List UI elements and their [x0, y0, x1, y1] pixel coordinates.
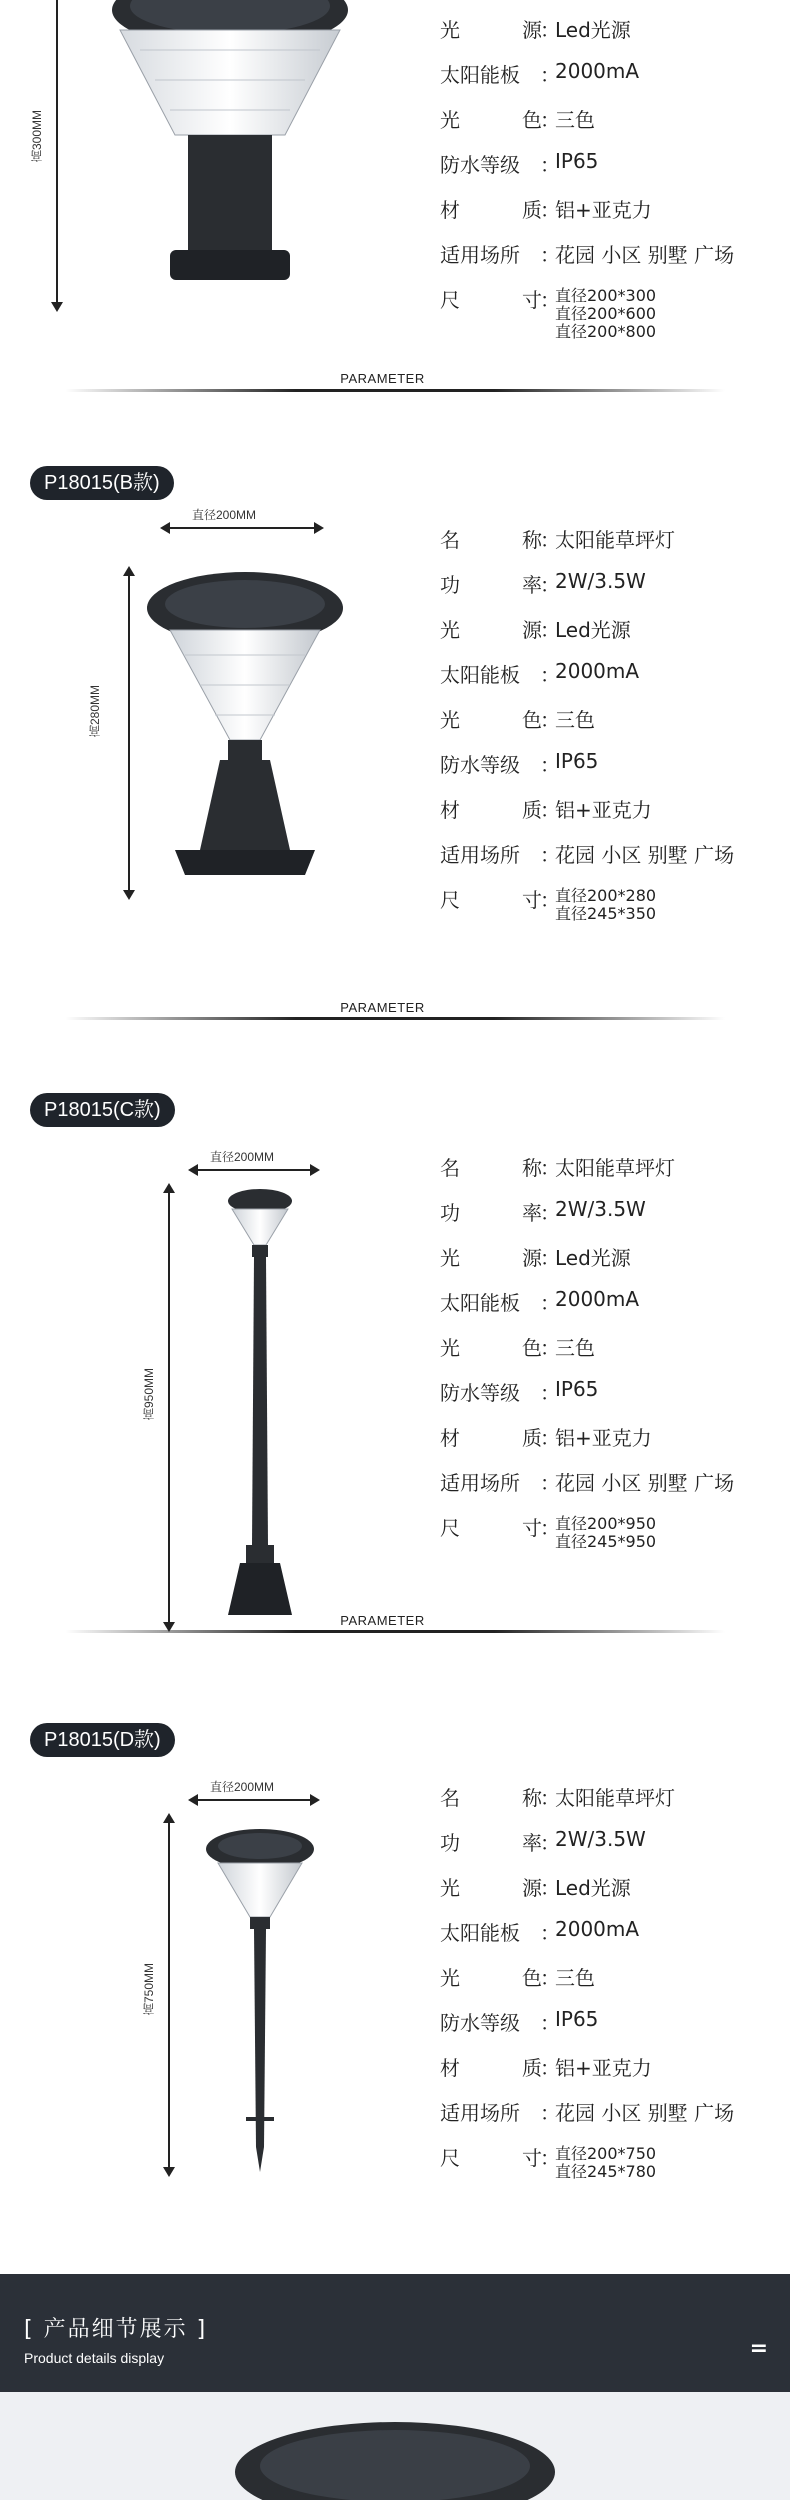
spec-list-c — [440, 1152, 780, 1562]
diameter-label: 直径200MM — [192, 508, 257, 522]
spec-row: 材 质 ： 铝+亚克力 — [440, 2056, 652, 2080]
size-value: 直径200*600 — [555, 304, 657, 323]
diameter-arrow — [190, 1169, 318, 1171]
spec-row: 太阳能板 ： 2000mA — [440, 1287, 640, 1315]
diameter-label: 直径200MM — [210, 1780, 275, 1794]
spec-row: 光 源 ： Led光源 — [440, 1876, 631, 1900]
lamp-a-image — [100, 0, 360, 320]
spec-row: 适用场所 ： 花园 小区 别墅 广场 — [440, 843, 735, 867]
spec-row: 功 率 ： 2W/3.5W — [440, 1197, 646, 1225]
lamp-d-image — [200, 1827, 320, 2187]
size-value: 直径200*300 — [555, 286, 657, 305]
height-label: 高750MM — [142, 1963, 156, 2016]
product-details-banner — [0, 2274, 790, 2392]
size-value: 直径200*280 — [555, 886, 657, 905]
spec-list-a — [440, 14, 780, 354]
height-arrow — [168, 1815, 170, 2175]
height-label: 高950MM — [142, 1368, 156, 1421]
size-value: 直径200*750 — [555, 2144, 657, 2163]
spec-row: 适用场所 ： 花园 小区 别墅 广场 — [440, 2101, 735, 2125]
parameter-label: PARAMETER — [340, 371, 425, 386]
diameter-arrow — [162, 527, 322, 529]
spec-row: 光 色 ： 三色 — [440, 1966, 595, 1990]
height-label-a: 高300MM — [30, 110, 44, 163]
spec-row: 光 色 ： 三色 — [440, 708, 595, 732]
spec-row: 太阳能板 ： 2000mA — [440, 1917, 640, 1945]
spec-row: 光 源 ： Led光源 — [440, 618, 631, 642]
spec-list-b — [440, 524, 780, 934]
parameter-divider — [65, 1017, 725, 1020]
spec-row: 名 称 ： 太阳能草坪灯 — [440, 1156, 675, 1180]
details-title: [ 产品细节展示 ] — [24, 2317, 208, 2342]
spec-row-size: 尺 寸 ： 直径200*750 直径245*780 — [440, 2144, 657, 2181]
diameter-label: 直径200MM — [210, 1150, 275, 1164]
size-value: 直径245*780 — [555, 2162, 657, 2181]
height-arrow — [168, 1185, 170, 1630]
spec-row: 太阳能板 ： 2000mA — [440, 59, 640, 87]
height-arrow — [128, 568, 130, 898]
parameter-divider — [65, 389, 725, 392]
spec-row: 光 源 ： Led光源 — [440, 1246, 631, 1270]
spec-row: 适用场所 ： 花园 小区 别墅 广场 — [440, 243, 735, 267]
spec-row: 材 质 ： 铝+亚克力 — [440, 1426, 652, 1450]
spec-list-d — [440, 1782, 780, 2192]
spec-row-size: 尺 寸 ： 直径200*950 直径245*950 — [440, 1514, 657, 1551]
size-value: 直径245*350 — [555, 904, 657, 923]
parameter-divider — [65, 1630, 725, 1633]
spec-row: 光 色 ： 三色 — [440, 1336, 595, 1360]
menu-icon[interactable]: = — [749, 2336, 768, 2361]
spec-row: 防水等级 ： IP65 — [440, 749, 599, 777]
spec-row: 材 质 ： 铝+亚克力 — [440, 798, 652, 822]
lamp-c-image — [210, 1185, 310, 1630]
spec-row: 名 称 ： 太阳能草坪灯 — [440, 528, 675, 552]
spec-row-size: 尺 寸 ： 直径200*280 直径245*350 — [440, 886, 657, 923]
model-badge: P18015(D款) — [30, 1723, 175, 1757]
spec-row: 功 率 ： 2W/3.5W — [440, 569, 646, 597]
size-value: 直径200*800 — [555, 322, 657, 341]
spec-row: 材 质 ： 铝+亚克力 — [440, 198, 652, 222]
product-section-a — [0, 0, 790, 400]
model-badge: P18015(B款) — [30, 466, 174, 500]
spec-row: 防水等级 ： IP65 — [440, 2007, 599, 2035]
details-subtitle: Product details display — [24, 2350, 165, 2366]
detail-image-area — [0, 2392, 790, 2500]
height-label: 高280MM — [88, 685, 102, 738]
model-badge: P18015(C款) — [30, 1093, 175, 1127]
spec-row: 太阳能板 ： 2000mA — [440, 659, 640, 687]
spec-row: 适用场所 ： 花园 小区 别墅 广场 — [440, 1471, 735, 1495]
size-value: 直径200*950 — [555, 1514, 657, 1533]
parameter-label: PARAMETER — [340, 1613, 425, 1628]
spec-row: 名 称 ： 太阳能草坪灯 — [440, 1786, 675, 1810]
lamp-detail-image — [230, 2412, 560, 2500]
spec-row-size: 尺 寸 ： 直径200*300 直径200*600 直径200*800 — [440, 286, 657, 341]
height-arrow-a — [56, 0, 58, 310]
spec-row: 功 率 ： 2W/3.5W — [440, 1827, 646, 1855]
lamp-b-image — [140, 570, 360, 900]
size-value: 直径245*950 — [555, 1532, 657, 1551]
spec-row: 防水等级 ： IP65 — [440, 1377, 599, 1405]
diameter-arrow — [190, 1799, 318, 1801]
product-section-d — [0, 1715, 790, 2215]
spec-row: 光 色 ： 三色 — [440, 108, 595, 132]
product-section-c — [0, 1085, 790, 1645]
spec-row: 光 源 ： Led光源 — [440, 18, 631, 42]
parameter-label: PARAMETER — [340, 1000, 425, 1015]
product-section-b — [0, 460, 790, 1020]
spec-row: 防水等级 ： IP65 — [440, 149, 599, 177]
